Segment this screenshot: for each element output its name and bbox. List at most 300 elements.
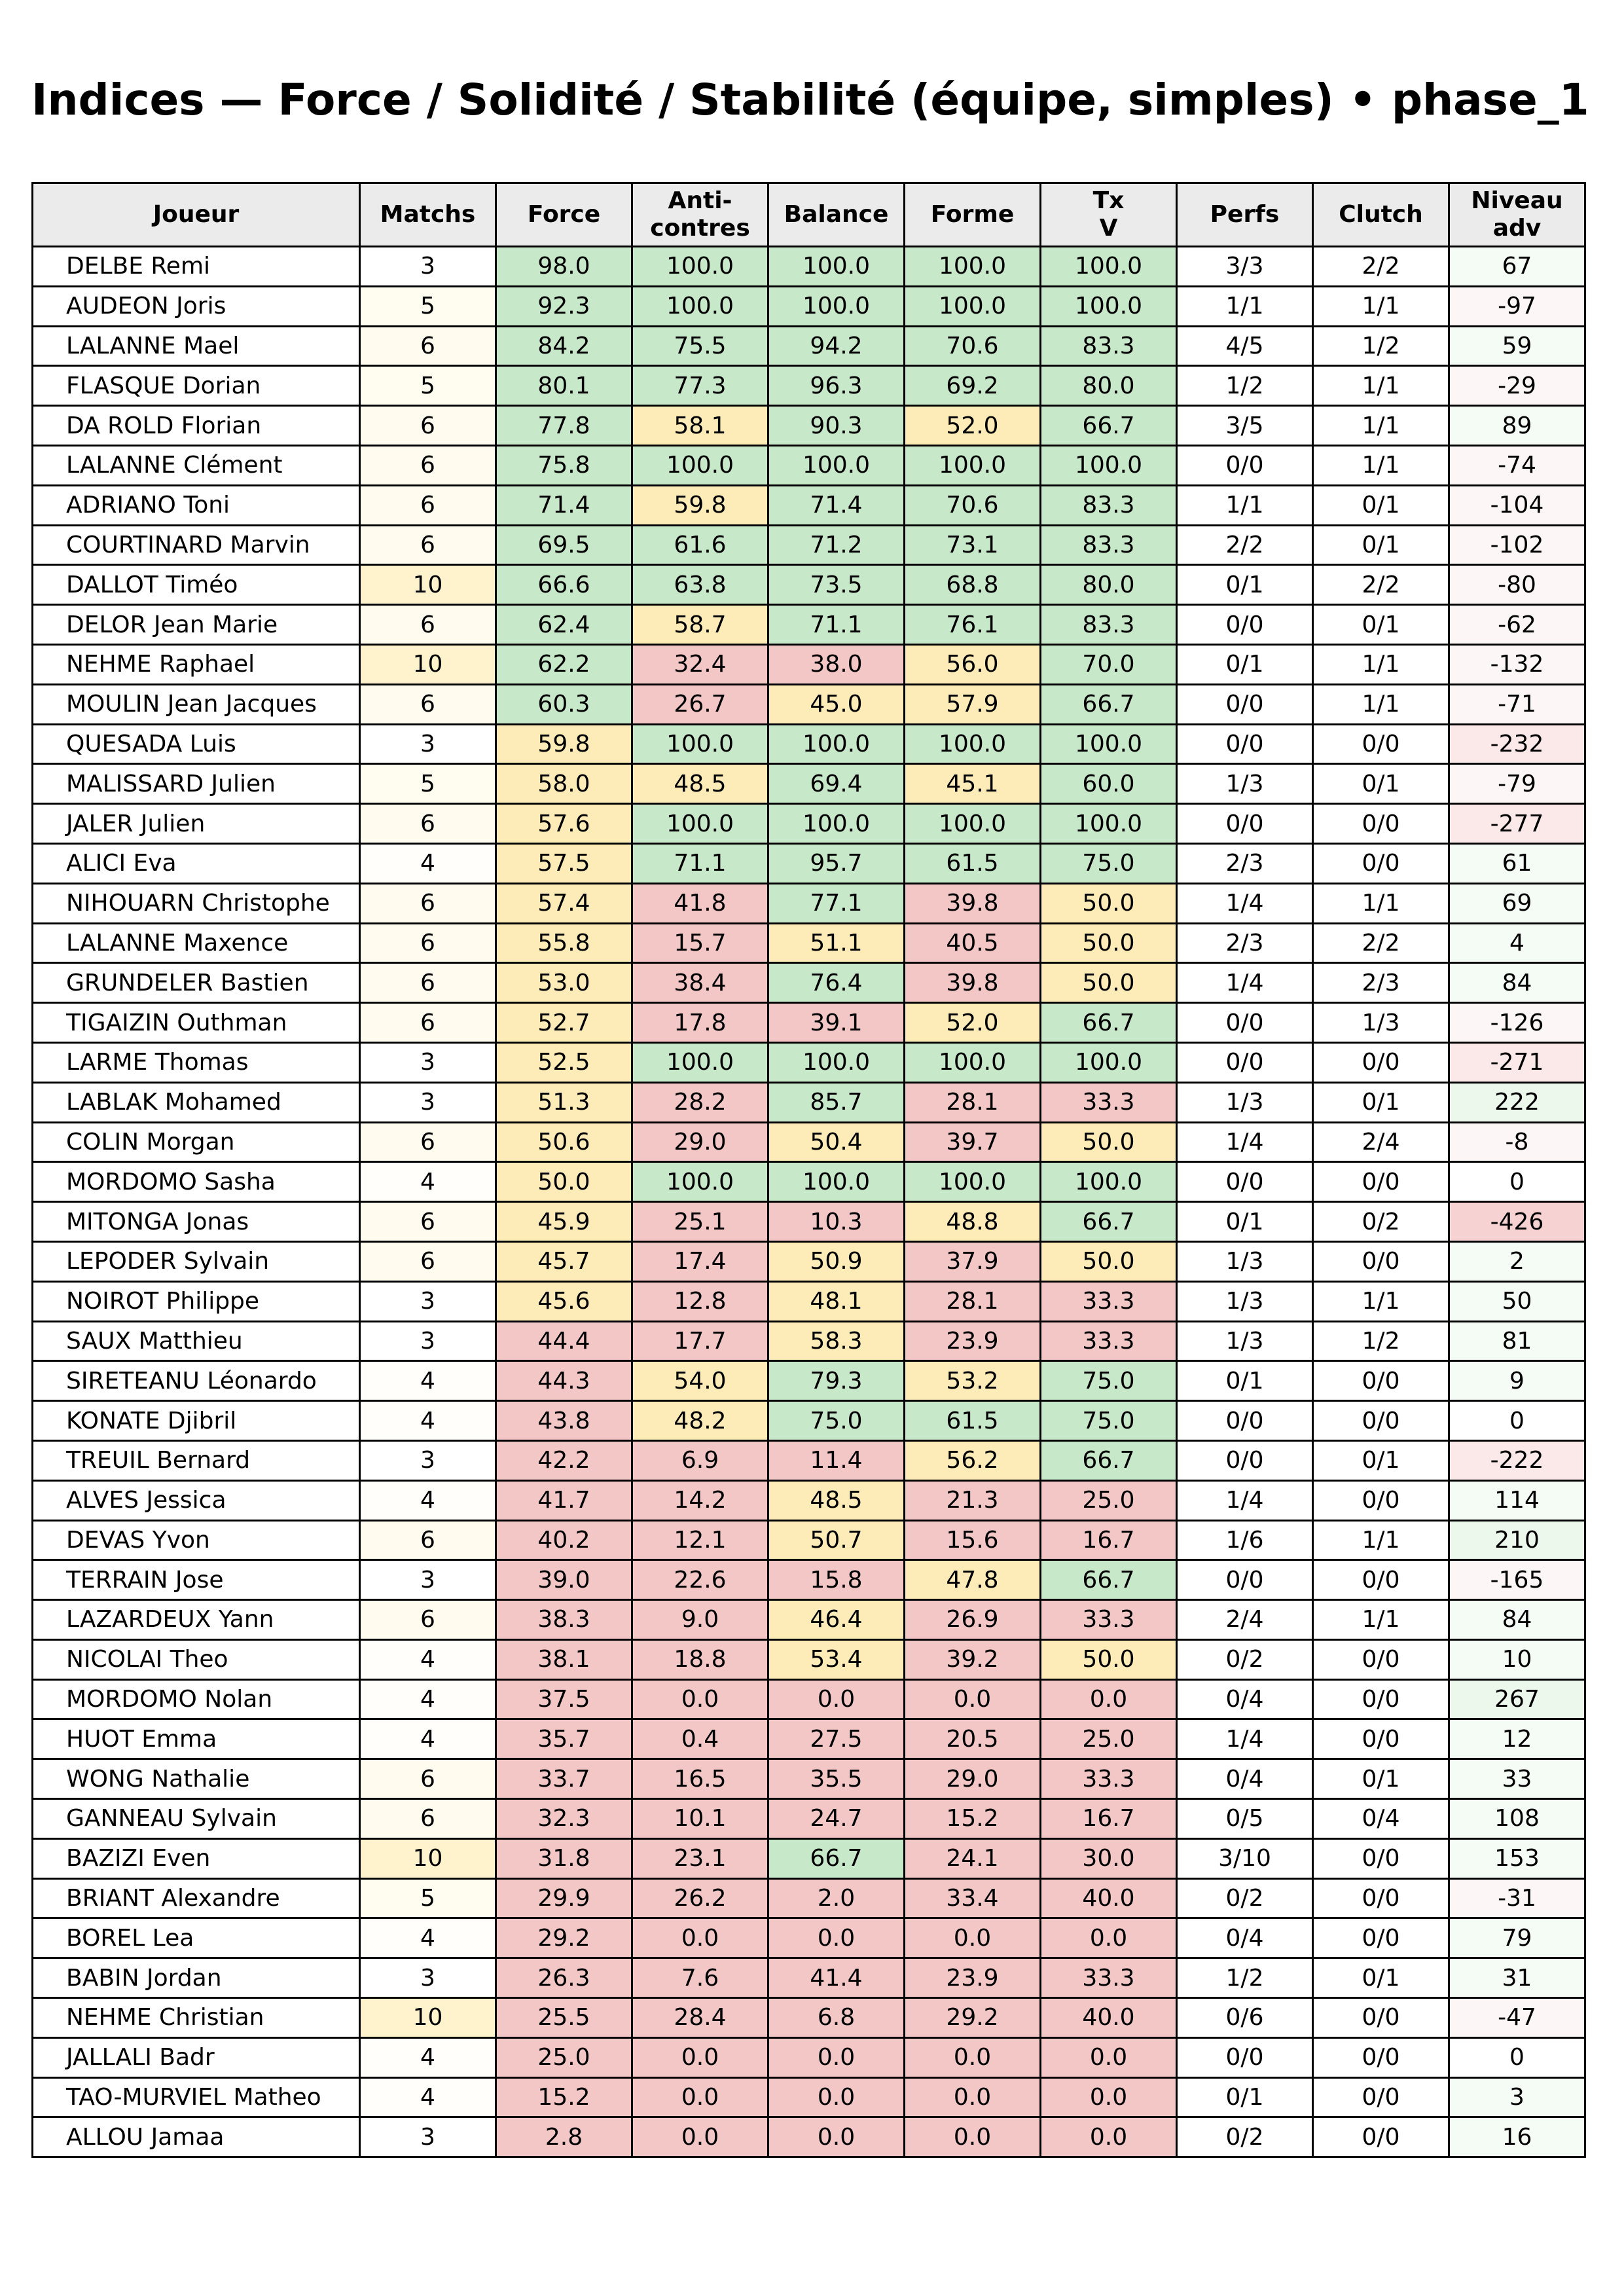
cell-anti-contres: 100.0 [632, 445, 768, 485]
cell-niveau-adv: -97 [1449, 286, 1585, 326]
cell-clutch: 0/0 [1313, 804, 1449, 844]
cell-force: 92.3 [496, 286, 632, 326]
cell-player-name: LABLAK Mohamed [33, 1082, 360, 1122]
cell-niveau-adv: 31 [1449, 1958, 1585, 1998]
cell-tx-v: 70.0 [1041, 644, 1177, 684]
table-row [33, 644, 1585, 684]
cell-perfs: 0/0 [1177, 1003, 1313, 1043]
cell-force: 66.6 [496, 565, 632, 605]
cell-niveau-adv: -80 [1449, 565, 1585, 605]
cell-tx-v: 16.7 [1041, 1520, 1177, 1560]
cell-perfs: 0/0 [1177, 1042, 1313, 1082]
cell-player-name: COLIN Morgan [33, 1122, 360, 1162]
table-row [33, 2117, 1585, 2157]
cell-forme: 76.1 [905, 605, 1041, 645]
cell-niveau-adv: 59 [1449, 326, 1585, 366]
table-row [33, 923, 1585, 963]
cell-perfs: 0/2 [1177, 1878, 1313, 1918]
cell-force: 26.3 [496, 1958, 632, 1998]
cell-anti-contres: 58.1 [632, 406, 768, 446]
cell-forme: 57.9 [905, 684, 1041, 724]
table-row [33, 963, 1585, 1003]
cell-forme: 29.2 [905, 1998, 1041, 2038]
cell-force: 15.2 [496, 2077, 632, 2117]
cell-balance: 100.0 [768, 286, 905, 326]
cell-perfs: 1/3 [1177, 1082, 1313, 1122]
cell-tx-v: 83.3 [1041, 525, 1177, 565]
cell-force: 69.5 [496, 525, 632, 565]
cell-force: 43.8 [496, 1401, 632, 1441]
cell-clutch: 0/0 [1313, 1679, 1449, 1719]
cell-tx-v: 50.0 [1041, 1639, 1177, 1679]
cell-balance: 100.0 [768, 445, 905, 485]
cell-tx-v: 83.3 [1041, 326, 1177, 366]
cell-force: 50.0 [496, 1162, 632, 1202]
cell-player-name: LALANNE Mael [33, 326, 360, 366]
cell-perfs: 0/1 [1177, 565, 1313, 605]
cell-niveau-adv: 84 [1449, 963, 1585, 1003]
cell-balance: 58.3 [768, 1321, 905, 1361]
cell-player-name: LEPODER Sylvain [33, 1241, 360, 1281]
cell-clutch: 0/0 [1313, 1480, 1449, 1520]
cell-niveau-adv: 0 [1449, 1401, 1585, 1441]
cell-tx-v: 66.7 [1041, 1202, 1177, 1242]
cell-clutch: 0/0 [1313, 1838, 1449, 1878]
cell-player-name: LALANNE Maxence [33, 923, 360, 963]
cell-balance: 15.8 [768, 1560, 905, 1600]
cell-perfs: 0/1 [1177, 1202, 1313, 1242]
cell-perfs: 0/2 [1177, 1639, 1313, 1679]
cell-matchs: 6 [360, 963, 496, 1003]
cell-force: 84.2 [496, 326, 632, 366]
table-row [33, 1401, 1585, 1441]
cell-player-name: JALLALI Badr [33, 2037, 360, 2077]
cell-forme: 28.1 [905, 1082, 1041, 1122]
cell-forme: 100.0 [905, 286, 1041, 326]
cell-perfs: 0/2 [1177, 2117, 1313, 2157]
cell-forme: 56.2 [905, 1440, 1041, 1480]
col-header-niveau-adv: Niveau adv [1449, 183, 1585, 247]
cell-forme: 37.9 [905, 1241, 1041, 1281]
cell-forme: 24.1 [905, 1838, 1041, 1878]
cell-niveau-adv: 0 [1449, 1162, 1585, 1202]
col-header-perfs: Perfs [1177, 183, 1313, 247]
cell-force: 35.7 [496, 1719, 632, 1759]
cell-matchs: 5 [360, 286, 496, 326]
cell-tx-v: 16.7 [1041, 1799, 1177, 1839]
cell-player-name: TIGAIZIN Outhman [33, 1003, 360, 1043]
cell-forme: 45.1 [905, 764, 1041, 804]
cell-force: 2.8 [496, 2117, 632, 2157]
cell-force: 51.3 [496, 1082, 632, 1122]
cell-niveau-adv: 84 [1449, 1600, 1585, 1640]
cell-tx-v: 0.0 [1041, 2117, 1177, 2157]
cell-balance: 71.1 [768, 605, 905, 645]
cell-anti-contres: 23.1 [632, 1838, 768, 1878]
cell-perfs: 1/4 [1177, 1480, 1313, 1520]
cell-perfs: 0/0 [1177, 684, 1313, 724]
cell-perfs: 0/4 [1177, 1918, 1313, 1958]
cell-tx-v: 66.7 [1041, 406, 1177, 446]
col-header-joueur: Joueur [33, 183, 360, 247]
cell-clutch: 1/1 [1313, 286, 1449, 326]
cell-matchs: 10 [360, 1998, 496, 2038]
cell-niveau-adv: 267 [1449, 1679, 1585, 1719]
cell-perfs: 0/1 [1177, 2077, 1313, 2117]
table-row [33, 1480, 1585, 1520]
cell-force: 57.6 [496, 804, 632, 844]
cell-clutch: 0/0 [1313, 1918, 1449, 1958]
cell-forme: 39.8 [905, 963, 1041, 1003]
cell-tx-v: 30.0 [1041, 1838, 1177, 1878]
cell-anti-contres: 71.1 [632, 843, 768, 883]
cell-perfs: 1/3 [1177, 764, 1313, 804]
cell-force: 52.7 [496, 1003, 632, 1043]
cell-force: 52.5 [496, 1042, 632, 1082]
cell-player-name: QUESADA Luis [33, 724, 360, 764]
table-row [33, 1838, 1585, 1878]
cell-matchs: 6 [360, 1799, 496, 1839]
cell-clutch: 0/0 [1313, 1162, 1449, 1202]
cell-niveau-adv: -271 [1449, 1042, 1585, 1082]
cell-tx-v: 66.7 [1041, 1560, 1177, 1600]
table-row [33, 565, 1585, 605]
cell-player-name: LALANNE Clément [33, 445, 360, 485]
cell-force: 45.6 [496, 1281, 632, 1321]
cell-clutch: 2/2 [1313, 923, 1449, 963]
table-row [33, 2077, 1585, 2117]
cell-balance: 66.7 [768, 1838, 905, 1878]
cell-niveau-adv: 89 [1449, 406, 1585, 446]
cell-force: 58.0 [496, 764, 632, 804]
cell-force: 57.5 [496, 843, 632, 883]
table-row [33, 1122, 1585, 1162]
table-row [33, 1918, 1585, 1958]
cell-anti-contres: 100.0 [632, 724, 768, 764]
cell-forme: 0.0 [905, 2077, 1041, 2117]
cell-matchs: 10 [360, 1838, 496, 1878]
cell-anti-contres: 12.1 [632, 1520, 768, 1560]
cell-niveau-adv: 153 [1449, 1838, 1585, 1878]
cell-anti-contres: 14.2 [632, 1480, 768, 1520]
table-row [33, 1321, 1585, 1361]
cell-force: 77.8 [496, 406, 632, 446]
cell-balance: 48.1 [768, 1281, 905, 1321]
cell-clutch: 0/0 [1313, 2077, 1449, 2117]
cell-anti-contres: 6.9 [632, 1440, 768, 1480]
cell-player-name: WONG Nathalie [33, 1759, 360, 1799]
cell-tx-v: 0.0 [1041, 2077, 1177, 2117]
cell-perfs: 0/4 [1177, 1679, 1313, 1719]
cell-matchs: 3 [360, 247, 496, 287]
cell-tx-v: 33.3 [1041, 1281, 1177, 1321]
cell-tx-v: 100.0 [1041, 247, 1177, 287]
cell-niveau-adv: -222 [1449, 1440, 1585, 1480]
cell-niveau-adv: 10 [1449, 1639, 1585, 1679]
cell-balance: 79.3 [768, 1361, 905, 1401]
cell-balance: 53.4 [768, 1639, 905, 1679]
cell-matchs: 4 [360, 2037, 496, 2077]
table-row [33, 445, 1585, 485]
cell-perfs: 0/0 [1177, 445, 1313, 485]
cell-anti-contres: 0.0 [632, 2037, 768, 2077]
cell-force: 53.0 [496, 963, 632, 1003]
cell-perfs: 1/4 [1177, 1122, 1313, 1162]
cell-clutch: 0/0 [1313, 1639, 1449, 1679]
cell-clutch: 2/2 [1313, 247, 1449, 287]
table-row [33, 843, 1585, 883]
cell-perfs: 4/5 [1177, 326, 1313, 366]
cell-forme: 100.0 [905, 724, 1041, 764]
cell-matchs: 6 [360, 1600, 496, 1640]
cell-perfs: 3/3 [1177, 247, 1313, 287]
cell-perfs: 2/3 [1177, 923, 1313, 963]
cell-perfs: 1/1 [1177, 485, 1313, 525]
cell-anti-contres: 100.0 [632, 804, 768, 844]
cell-tx-v: 100.0 [1041, 445, 1177, 485]
cell-forme: 15.2 [905, 1799, 1041, 1839]
cell-forme: 52.0 [905, 1003, 1041, 1043]
cell-forme: 56.0 [905, 644, 1041, 684]
cell-matchs: 6 [360, 406, 496, 446]
cell-anti-contres: 12.8 [632, 1281, 768, 1321]
cell-perfs: 1/3 [1177, 1281, 1313, 1321]
cell-player-name: GANNEAU Sylvain [33, 1799, 360, 1839]
cell-balance: 35.5 [768, 1759, 905, 1799]
cell-anti-contres: 9.0 [632, 1600, 768, 1640]
cell-perfs: 0/4 [1177, 1759, 1313, 1799]
cell-force: 57.4 [496, 883, 632, 923]
table-row [33, 525, 1585, 565]
cell-niveau-adv: -426 [1449, 1202, 1585, 1242]
col-header-tx-v: Tx V [1041, 183, 1177, 247]
cell-anti-contres: 48.5 [632, 764, 768, 804]
cell-balance: 100.0 [768, 1162, 905, 1202]
cell-anti-contres: 28.4 [632, 1998, 768, 2038]
cell-balance: 45.0 [768, 684, 905, 724]
cell-force: 62.4 [496, 605, 632, 645]
cell-force: 55.8 [496, 923, 632, 963]
table-row [33, 1281, 1585, 1321]
cell-balance: 0.0 [768, 2077, 905, 2117]
cell-forme: 28.1 [905, 1281, 1041, 1321]
cell-anti-contres: 17.4 [632, 1241, 768, 1281]
cell-matchs: 6 [360, 445, 496, 485]
table-row [33, 1003, 1585, 1043]
cell-balance: 48.5 [768, 1480, 905, 1520]
cell-balance: 0.0 [768, 1679, 905, 1719]
cell-niveau-adv: 9 [1449, 1361, 1585, 1401]
cell-matchs: 6 [360, 1202, 496, 1242]
cell-player-name: BAZIZI Even [33, 1838, 360, 1878]
cell-perfs: 1/4 [1177, 963, 1313, 1003]
cell-force: 25.5 [496, 1998, 632, 2038]
cell-niveau-adv: -62 [1449, 605, 1585, 645]
cell-clutch: 1/1 [1313, 366, 1449, 406]
cell-clutch: 0/2 [1313, 1202, 1449, 1242]
cell-player-name: BRIANT Alexandre [33, 1878, 360, 1918]
cell-clutch: 0/0 [1313, 1878, 1449, 1918]
cell-clutch: 0/1 [1313, 764, 1449, 804]
cell-tx-v: 83.3 [1041, 605, 1177, 645]
cell-force: 60.3 [496, 684, 632, 724]
cell-niveau-adv: 67 [1449, 247, 1585, 287]
cell-balance: 71.4 [768, 485, 905, 525]
cell-matchs: 5 [360, 366, 496, 406]
cell-player-name: BOREL Lea [33, 1918, 360, 1958]
cell-perfs: 3/10 [1177, 1838, 1313, 1878]
table-row [33, 1759, 1585, 1799]
cell-tx-v: 75.0 [1041, 843, 1177, 883]
cell-anti-contres: 48.2 [632, 1401, 768, 1441]
cell-clutch: 0/0 [1313, 1560, 1449, 1600]
cell-clutch: 0/1 [1313, 485, 1449, 525]
table-row [33, 1042, 1585, 1082]
cell-player-name: LARME Thomas [33, 1042, 360, 1082]
cell-perfs: 0/0 [1177, 2037, 1313, 2077]
cell-player-name: LAZARDEUX Yann [33, 1600, 360, 1640]
cell-clutch: 0/0 [1313, 1719, 1449, 1759]
cell-player-name: ALLOU Jamaa [33, 2117, 360, 2157]
cell-anti-contres: 100.0 [632, 1042, 768, 1082]
cell-matchs: 6 [360, 605, 496, 645]
cell-anti-contres: 100.0 [632, 286, 768, 326]
cell-niveau-adv: 50 [1449, 1281, 1585, 1321]
cell-matchs: 6 [360, 1003, 496, 1043]
cell-forme: 47.8 [905, 1560, 1041, 1600]
cell-perfs: 1/1 [1177, 286, 1313, 326]
col-header-force: Force [496, 183, 632, 247]
cell-tx-v: 83.3 [1041, 485, 1177, 525]
cell-anti-contres: 0.0 [632, 1679, 768, 1719]
table-row [33, 684, 1585, 724]
cell-tx-v: 0.0 [1041, 1679, 1177, 1719]
cell-forme: 48.8 [905, 1202, 1041, 1242]
cell-niveau-adv: 79 [1449, 1918, 1585, 1958]
cell-clutch: 2/3 [1313, 963, 1449, 1003]
cell-balance: 38.0 [768, 644, 905, 684]
cell-clutch: 1/3 [1313, 1003, 1449, 1043]
cell-balance: 96.3 [768, 366, 905, 406]
cell-balance: 11.4 [768, 1440, 905, 1480]
cell-tx-v: 60.0 [1041, 764, 1177, 804]
cell-niveau-adv: -31 [1449, 1878, 1585, 1918]
cell-forme: 100.0 [905, 445, 1041, 485]
cell-balance: 46.4 [768, 1600, 905, 1640]
cell-player-name: NEHME Christian [33, 1998, 360, 2038]
table-row [33, 1600, 1585, 1640]
cell-forme: 100.0 [905, 247, 1041, 287]
cell-matchs: 6 [360, 883, 496, 923]
cell-perfs: 0/0 [1177, 1162, 1313, 1202]
cell-tx-v: 100.0 [1041, 1162, 1177, 1202]
col-header-forme: Forme [905, 183, 1041, 247]
cell-clutch: 0/0 [1313, 1241, 1449, 1281]
cell-clutch: 1/1 [1313, 1520, 1449, 1560]
cell-tx-v: 100.0 [1041, 1042, 1177, 1082]
cell-anti-contres: 7.6 [632, 1958, 768, 1998]
cell-force: 44.3 [496, 1361, 632, 1401]
cell-force: 41.7 [496, 1480, 632, 1520]
cell-forme: 40.5 [905, 923, 1041, 963]
cell-force: 80.1 [496, 366, 632, 406]
cell-tx-v: 75.0 [1041, 1361, 1177, 1401]
cell-anti-contres: 25.1 [632, 1202, 768, 1242]
cell-perfs: 2/4 [1177, 1600, 1313, 1640]
cell-anti-contres: 41.8 [632, 883, 768, 923]
cell-niveau-adv: 3 [1449, 2077, 1585, 2117]
cell-player-name: JALER Julien [33, 804, 360, 844]
cell-forme: 29.0 [905, 1759, 1041, 1799]
cell-balance: 85.7 [768, 1082, 905, 1122]
cell-perfs: 3/5 [1177, 406, 1313, 446]
cell-clutch: 0/1 [1313, 1759, 1449, 1799]
cell-anti-contres: 18.8 [632, 1639, 768, 1679]
cell-niveau-adv: 69 [1449, 883, 1585, 923]
cell-balance: 0.0 [768, 1918, 905, 1958]
cell-perfs: 0/0 [1177, 804, 1313, 844]
cell-player-name: TERRAIN Jose [33, 1560, 360, 1600]
cell-niveau-adv: 4 [1449, 923, 1585, 963]
cell-clutch: 1/1 [1313, 1600, 1449, 1640]
cell-balance: 41.4 [768, 1958, 905, 1998]
cell-matchs: 5 [360, 764, 496, 804]
cell-anti-contres: 26.7 [632, 684, 768, 724]
cell-player-name: KONATE Djibril [33, 1401, 360, 1441]
cell-player-name: TAO-MURVIEL Matheo [33, 2077, 360, 2117]
cell-forme: 39.2 [905, 1639, 1041, 1679]
cell-matchs: 4 [360, 1719, 496, 1759]
cell-anti-contres: 29.0 [632, 1122, 768, 1162]
cell-forme: 21.3 [905, 1480, 1041, 1520]
cell-anti-contres: 16.5 [632, 1759, 768, 1799]
cell-tx-v: 100.0 [1041, 804, 1177, 844]
cell-balance: 6.8 [768, 1998, 905, 2038]
cell-niveau-adv: -71 [1449, 684, 1585, 724]
cell-force: 98.0 [496, 247, 632, 287]
cell-clutch: 0/1 [1313, 525, 1449, 565]
cell-niveau-adv: 114 [1449, 1480, 1585, 1520]
cell-matchs: 6 [360, 1759, 496, 1799]
cell-anti-contres: 61.6 [632, 525, 768, 565]
cell-force: 42.2 [496, 1440, 632, 1480]
cell-forme: 23.9 [905, 1958, 1041, 1998]
cell-clutch: 0/0 [1313, 1998, 1449, 2038]
cell-tx-v: 40.0 [1041, 1998, 1177, 2038]
cell-forme: 0.0 [905, 1679, 1041, 1719]
cell-forme: 52.0 [905, 406, 1041, 446]
cell-anti-contres: 58.7 [632, 605, 768, 645]
cell-anti-contres: 0.4 [632, 1719, 768, 1759]
cell-tx-v: 0.0 [1041, 2037, 1177, 2077]
cell-forme: 39.7 [905, 1122, 1041, 1162]
cell-anti-contres: 100.0 [632, 247, 768, 287]
cell-clutch: 1/1 [1313, 644, 1449, 684]
cell-forme: 100.0 [905, 804, 1041, 844]
cell-player-name: MOULIN Jean Jacques [33, 684, 360, 724]
cell-balance: 94.2 [768, 326, 905, 366]
cell-balance: 69.4 [768, 764, 905, 804]
cell-tx-v: 50.0 [1041, 1122, 1177, 1162]
cell-matchs: 4 [360, 1679, 496, 1719]
cell-matchs: 6 [360, 326, 496, 366]
cell-niveau-adv: 210 [1449, 1520, 1585, 1560]
cell-force: 38.3 [496, 1600, 632, 1640]
cell-tx-v: 75.0 [1041, 1401, 1177, 1441]
cell-clutch: 1/2 [1313, 1321, 1449, 1361]
col-header-clutch: Clutch [1313, 183, 1449, 247]
cell-balance: 100.0 [768, 804, 905, 844]
